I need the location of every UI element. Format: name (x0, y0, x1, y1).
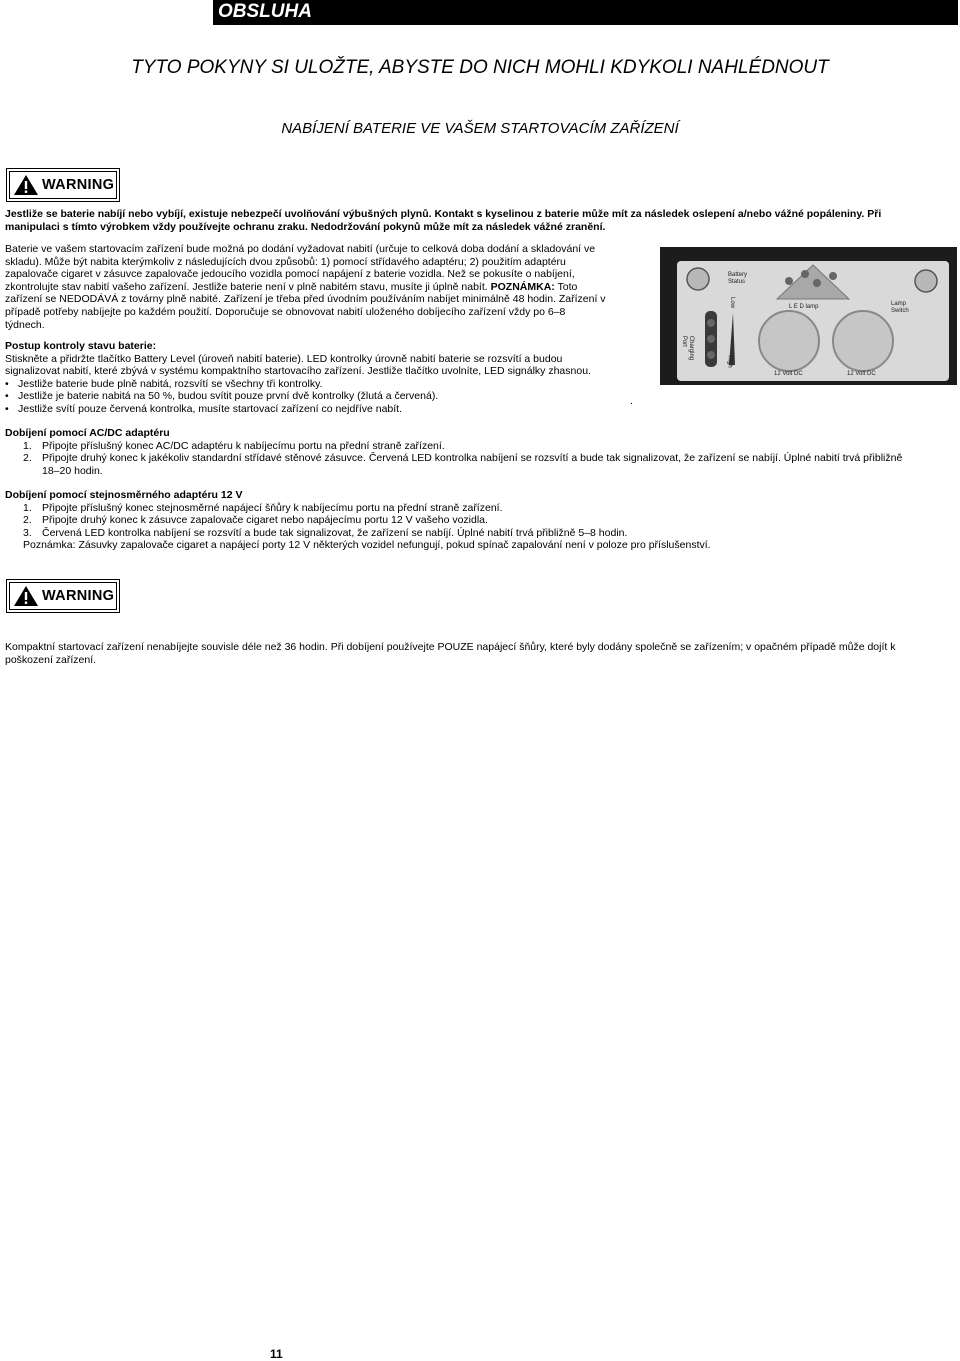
list-item: 1. Připojte příslušný konec AC/DC adaptéru k nabíjecímu portu na přední straně zařízení. (23, 439, 445, 452)
device-panel (677, 261, 949, 381)
warning-triangle-icon (13, 585, 39, 607)
acdc-steps (5, 440, 945, 478)
charging-intro-paragraph: Baterie ve vašem startovacím zařízení bude možná po dodání vyžadovat nabití (určuje to celková doba dodání a skladování ve skladu). Může být nabita kterýmkoliv z následujících dvou způsobů: 1) pomocí střídavého adaptéru; 2) použitím adaptéru zapalovače cigaret v zásuvce zapalovače jedoucího vozidla pomocí napájení z baterie vozidla. Než se pokusíte o nabíjení, zkontrolujte stav nabití vašeho zařízení. Jestliže baterie není v plně nabitém stavu, musíte ji úplně nabít. POZNÁMKA: Toto zařízení se NEDODÁVÁ z továrny plně nabité. Zařízení je třeba před úvodním používáním nabíjet minimálně 48 hodin. Zařízení v případě potřeby nabíjejte po každém použití. Doporučuje se obnovovat nabití uloženého dobíjecího zařízení vždy po 6–8 týdnech. (5, 243, 606, 331)
label-low: Low (729, 296, 736, 309)
section-header-bar (213, 0, 958, 25)
section-subtitle: NABÍJENÍ BATERIE VE VAŠEM STARTOVACÍM ZAŘÍZENÍ (281, 120, 679, 137)
warning-text-1: Jestliže se baterie nabíjí nebo vybíjí, existuje nebezpečí uvolňování výbušných plynů. Kontakt s kyselinou z baterie může mít za následek oslepení a/nebo vážné popáleniny. Při manipulaci s tímto výrobkem vždy používejte ochranu zraku. Nedodržování pokynů může mít za následek vážné zranění. (5, 208, 882, 233)
dc-note: Poznámka: Zásuvky zapalovače cigaret a napájecí porty 12 V některých vozidel nefungují, pokud spínač zapalování není v poloze pro příslušenství. (23, 539, 711, 552)
dc-heading: Dobíjení pomocí stejnosměrného adaptéru 12 V (5, 489, 243, 501)
warning-label-box (6, 168, 120, 202)
dc-steps (5, 502, 945, 540)
label-led-lamp: L E D lamp (789, 304, 819, 310)
warning-text-2: Kompaktní startovací zařízení nenabíjejte souvisle déle než 36 hodin. Při dobíjení používejte POUZE napájecí šňůry, které byly dodány společně se zařízením; v opačném případě může dojít k poškození zařízení. (5, 641, 896, 666)
label-battery-status: Battery Status (728, 272, 748, 285)
warning-label-text: WARNING (42, 587, 115, 604)
warning-label-text: WARNING (42, 176, 115, 193)
list-item: • Jestliže je baterie nabitá na 50 %, budou svítit pouze první dvě kontrolky (žlutá a červená). (5, 390, 439, 403)
stray-dot: . (630, 395, 633, 407)
label-12v-dc-right: 12 Volt DC (847, 371, 876, 377)
warning-label-box-2 (6, 579, 120, 613)
device-panel-drawing (677, 261, 949, 381)
label-12v-dc-left: 12 Volt DC (774, 371, 803, 377)
device-panel-photo (660, 247, 957, 385)
list-item: 2. Připojte druhý konec k zásuvce zapalovače cigaret nebo napájecímu portu 12 V vašeho vozidla. (23, 514, 488, 527)
page-number: 11 (270, 1347, 283, 1361)
label-high: High (726, 355, 733, 368)
dc-charging-section (5, 489, 945, 552)
battery-check-section: Postup kontroly stavu baterie: Stiskněte a přidržte tlačítko Battery Level (úroveň nabití baterie). LED kontrolky úrovně nabití baterie se rozsvítí a budou signalizovat nabití, které zbývá v systému kompaktního startovacího zařízení. Jestliže tlačítko uvolníte, LED signálky zhasnou. • Jestliže baterie bude plně nabitá, rozsvítí se všechny tři kontrolky. • Jestliže je baterie nabitá na 50 %, budou svítit pouze první dvě kontrolky (žlutá a červená). • Jestliže svítí pouze červená kontrolka, musíte startovací zařízení co nejdříve nabít. (5, 340, 635, 416)
list-item: 2. Připojte druhý konec k jakékoliv standardní střídavé stěnové zásuvce. Červená LED kontrolka nabíjení se rozsvítí a bude tak signalizovat, že zařízení se nabíjí. Úplné nabití trvá přibližně 18–20 hodin. (23, 452, 903, 477)
list-item: • Jestliže baterie bude plně nabitá, rozsvítí se všechny tři kontrolky. (5, 377, 323, 390)
battery-check-heading: Postup kontroly stavu baterie: (5, 340, 157, 352)
list-item: • Jestliže svítí pouze červená kontrolka, musíte startovací zařízení co nejdříve nabít. (5, 402, 403, 415)
battery-check-bullets (5, 378, 635, 416)
list-item: 3. Červená LED kontrolka nabíjení se rozsvítí a bude tak signalizovat, že zařízení se nabíjí. Úplné nabití trvá přibližně 5–8 hodin. (23, 526, 628, 539)
acdc-heading: Dobíjení pomocí AC/DC adaptéru (5, 427, 170, 439)
label-charging-port: Charging Port (681, 335, 695, 361)
page-title: TYTO POKYNY SI ULOŽTE, ABYSTE DO NICH MOHLI KDYKOLI NAHLÉDNOUT (131, 57, 829, 78)
acdc-charging-section (5, 427, 945, 477)
warning-triangle-icon (13, 174, 39, 196)
section-header-title: OBSLUHA (218, 1, 312, 22)
list-item: 1. Připojte příslušný konec stejnosměrné napájecí šňůry k nabíjecímu portu na přední straně zařízení. (23, 501, 503, 514)
label-lamp-switch: Lamp Switch (891, 301, 909, 314)
